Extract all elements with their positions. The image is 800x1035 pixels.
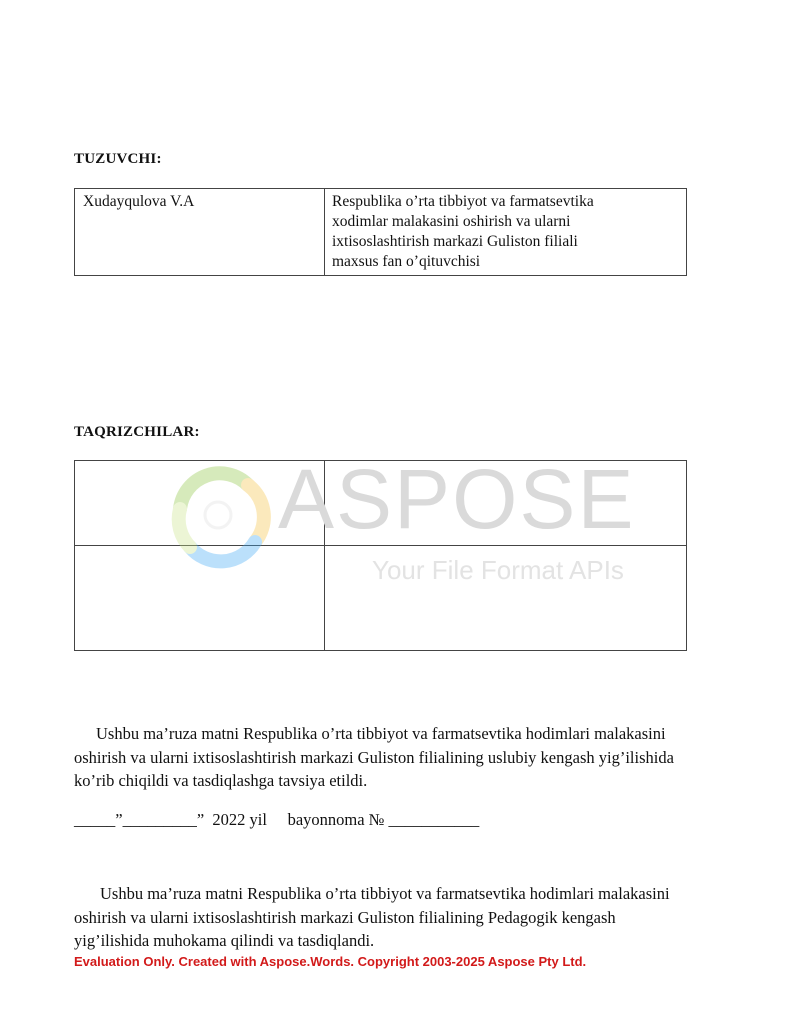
- compiler-position-line: Respublika o’rta tibbiyot va farmatsevtika: [332, 193, 594, 210]
- compiler-position-line: maxsus fan o’qituvchisi: [332, 253, 481, 270]
- paragraph-line: oshirish va ularni ixtisoslashtirish markazi Guliston filialining Pedagogik kengash: [74, 907, 616, 927]
- reviewer-cell: [75, 546, 325, 651]
- watermark-tagline: Your File Format APIs: [372, 555, 624, 585]
- compiler-position-cell: [325, 189, 687, 276]
- approval-paragraph-2: [74, 882, 744, 953]
- compiler-name: Xudayqulova V.A: [83, 193, 195, 210]
- reviewer-cell: [325, 546, 687, 651]
- compiler-heading: TUZUVCHI:: [74, 151, 162, 167]
- reviewer-cell: [75, 461, 325, 546]
- reviewers-heading: TAQRIZCHILAR:: [74, 424, 200, 440]
- reviewer-cell: [325, 461, 687, 546]
- meeting-date-line: _____”_________” 2022 yil bayonnoma № ___________: [74, 810, 480, 829]
- approval-paragraph-1: [74, 722, 744, 793]
- watermark-brand: ASPOSE: [278, 452, 636, 546]
- compiler-name-cell: [75, 189, 325, 276]
- paragraph-line: yig’ilishida muhokama qilindi va tasdiqlandi.: [74, 931, 375, 950]
- compiler-position-line: xodimlar malakasini oshirish va ularni: [332, 213, 571, 230]
- compiler-table: [74, 188, 687, 276]
- paragraph-line: Ushbu ma’ruza matni Respublika o’rta tibbiyot va farmatsevtika hodimlari malakasini: [100, 884, 670, 903]
- reviewers-table: [74, 460, 687, 651]
- paragraph-line: Ushbu ma’ruza matni Respublika o’rta tibbiyot va farmatsevtika hodimlari malakasini: [96, 724, 666, 743]
- evaluation-notice: Evaluation Only. Created with Aspose.Words. Copyright 2003-2025 Aspose Pty Ltd.: [74, 954, 587, 969]
- compiler-position-line: ixtisoslashtirish markazi Guliston filiali: [332, 233, 578, 250]
- paragraph-line: oshirish va ularni ixtisoslashtirish markazi Guliston filialining uslubiy kengash yig’ilishida: [74, 747, 674, 767]
- paragraph-line: ko’rib chiqildi va tasdiqlashga tavsiya etildi.: [74, 771, 368, 790]
